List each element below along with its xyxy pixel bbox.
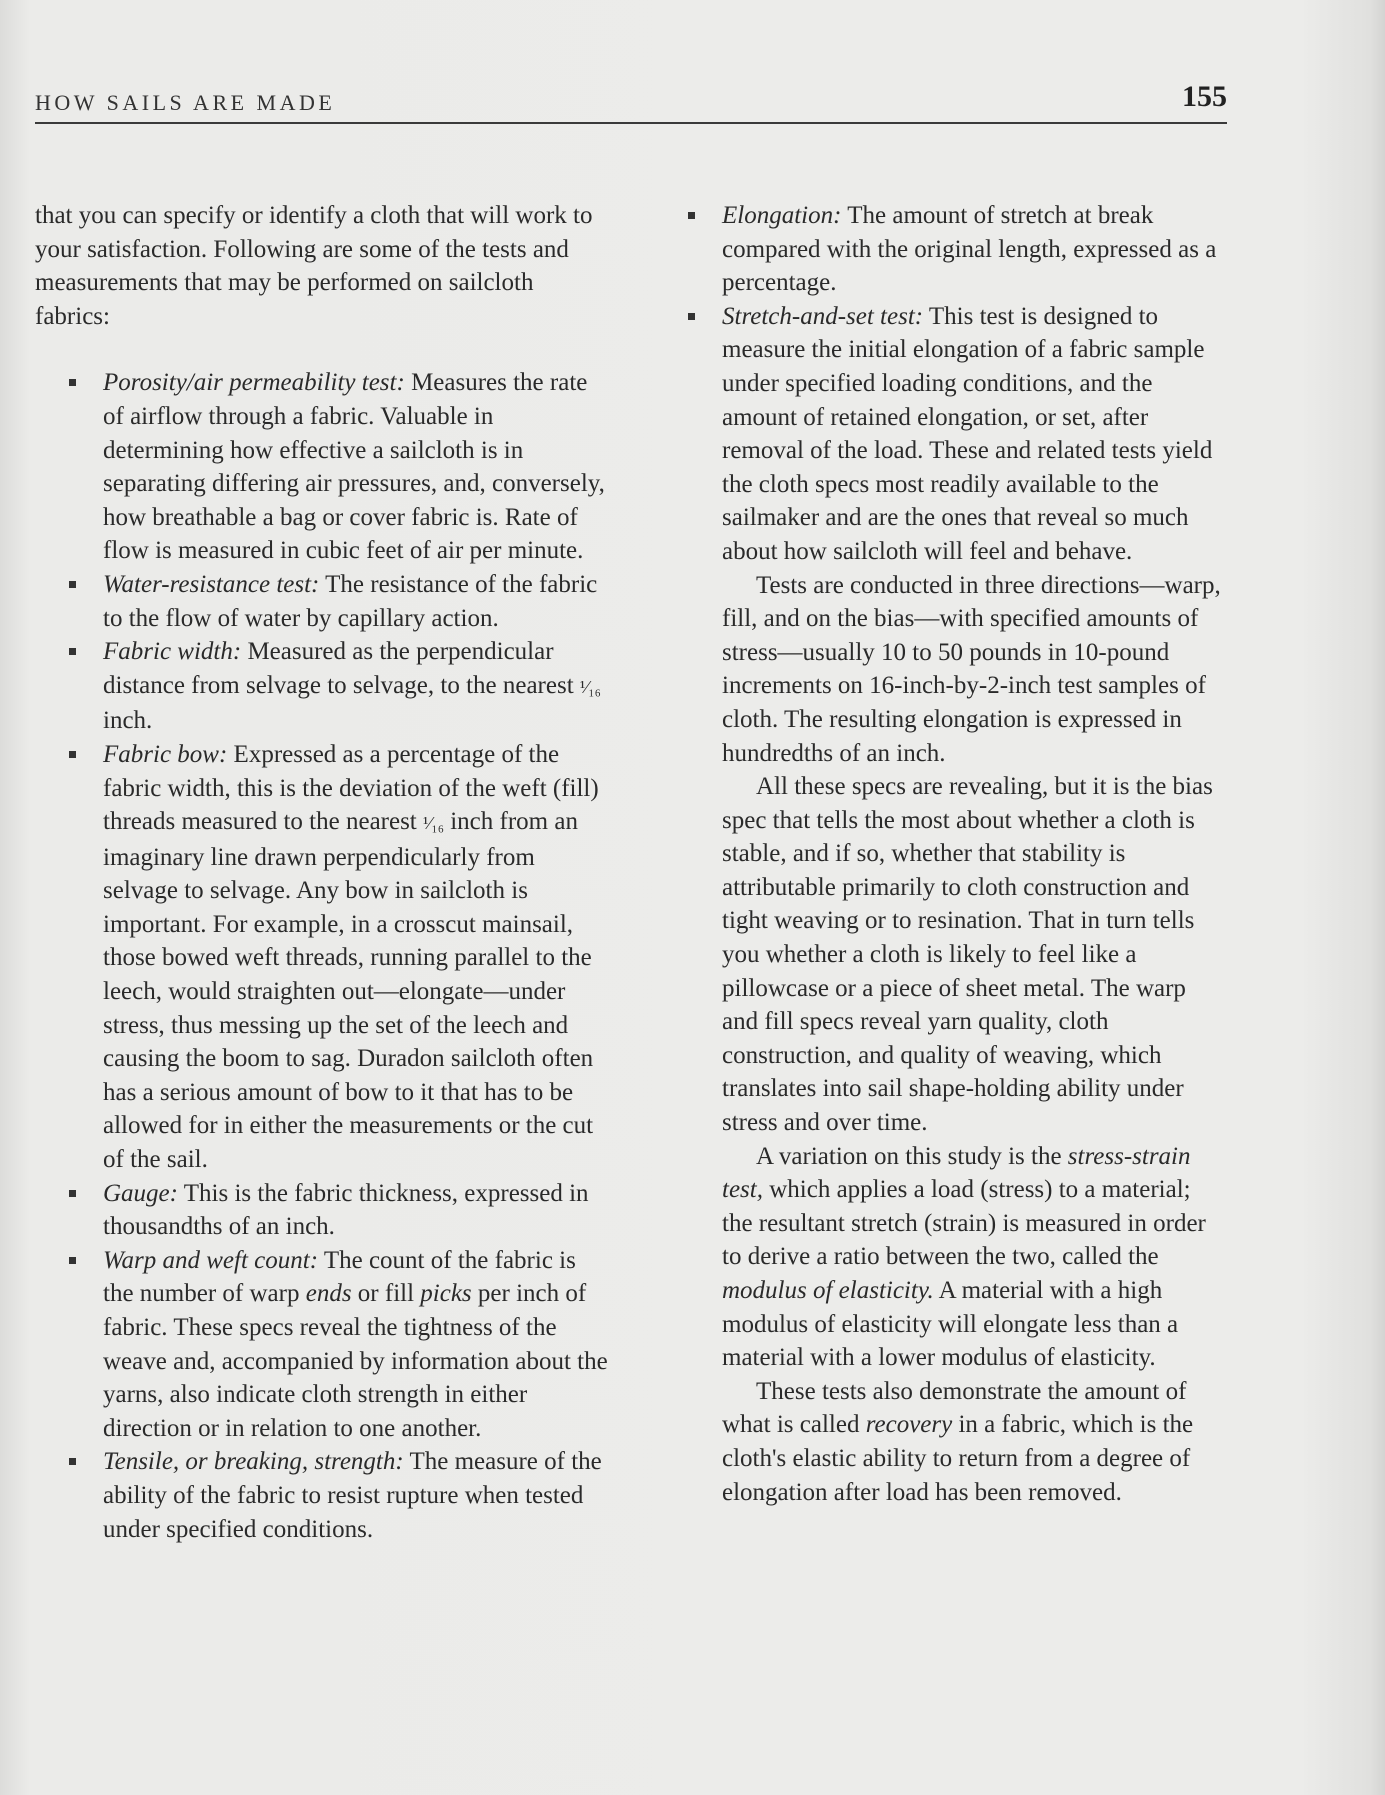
- paragraph: Tests are conducted in three directions—warp, fill, and on the bias—with specified amounts of stress—usually 10 to 50 pounds in 10-pound increments on 16-inch-by-2-inch test samples of cloth. The resulting elongation is expressed in hundredths of an inch.: [722, 571, 1221, 767]
- item-text: This is the fabric thickness, expressed in thousandths of an inch.: [103, 1179, 589, 1241]
- item-text: Expressed as a percentage of the fabric width, this is the deviation of the weft (fill) threads measured to the nearest: [103, 740, 599, 836]
- item-term: Fabric bow:: [103, 740, 228, 768]
- item-text: This test is designed to measure the initial elongation of a fabric sample under specified loading conditions, and the amount of retained elongation, or set, after removal of the load. These and related tests yield the cloth specs most readily available to the sailmaker and are the ones that reveal so much about how sailcloth will feel and behave.: [722, 302, 1213, 565]
- body-text: [686, 569, 1226, 1510]
- item-text: The count of the fabric is the number of warp: [103, 1246, 576, 1308]
- list-item: [686, 199, 1226, 300]
- list-item: [35, 568, 611, 635]
- emphasis: picks: [420, 1280, 472, 1308]
- item-text: The measure of the ability of the fabric to resist rupture when tested under specified conditions.: [103, 1448, 602, 1543]
- list-item: [35, 366, 611, 568]
- item-term: Tensile, or breaking, strength:: [103, 1448, 404, 1476]
- item-term: Gauge:: [103, 1179, 178, 1207]
- list-item: [686, 300, 1226, 569]
- paragraph-text: A variation on this study is the: [756, 1142, 1068, 1170]
- item-text: inch from an imaginary line drawn perpendicularly from selvage to selvage. Any bow in sailcloth is important. For example, in a crosscut mainsail, those bowed weft threads, running parallel to the leech, would straighten out—elongate—under stress, thus messing up the set of the leech and causing the boom to sag. Duradon sailcloth often has a serious amount of bow to it that has to be allowed for in either the measurements or the cut of the sail.: [103, 808, 594, 1174]
- list-item: [35, 1445, 611, 1546]
- bullet-icon: [69, 648, 76, 655]
- left-column: [35, 199, 611, 1546]
- running-title: HOW SAILS ARE MADE: [35, 90, 336, 115]
- item-term: Elongation:: [722, 202, 842, 229]
- emphasis: recovery: [865, 1411, 953, 1439]
- list-item: [35, 1177, 611, 1244]
- bullet-icon: [69, 379, 76, 386]
- paragraph-text: These tests also demonstrate the amount of what is called: [722, 1377, 1187, 1439]
- item-text: Measured as the perpendicular distance from selvage to selvage, to the nearest: [103, 638, 580, 699]
- item-term: Porosity/air permeability test:: [103, 369, 405, 397]
- fraction: ¹⁄₁₆: [579, 676, 601, 697]
- bullet-icon: [69, 1190, 76, 1197]
- bullet-icon: [688, 313, 695, 320]
- page-header: [35, 80, 1227, 124]
- bullet-icon: [69, 1458, 76, 1465]
- emphasis: ends: [305, 1280, 352, 1308]
- paragraph-text: in a fabric, which is the cloth's elastic ability to return from a degree of elongation after load has been removed.: [722, 1411, 1194, 1506]
- item-term: Stretch-and-set test:: [722, 302, 924, 330]
- bullet-icon: [688, 212, 695, 219]
- item-term: Fabric width:: [103, 638, 242, 666]
- item-text: or fill: [351, 1280, 421, 1308]
- bullet-icon: [69, 581, 76, 588]
- paragraph: All these specs are revealing, but it is the bias spec that tells the most about whether a cloth is stable, and if so, whether that stability is attributable primarily to cloth construction and tight weaving or to resination. That in turn tells you whether a cloth is likely to feel like a pillowcase or a piece of sheet metal. The warp and fill specs reveal yarn quality, cloth construction, and quality of weaving, which translates into sail shape-holding ability under stress and over time.: [722, 773, 1213, 1137]
- page-number: 155: [1182, 80, 1227, 113]
- bullet-icon: [69, 1257, 76, 1264]
- item-text: The resistance of the fabric to the flow of water by capillary action.: [103, 570, 598, 632]
- list-item: [35, 1244, 611, 1446]
- emphasis: modulus of elasticity.: [722, 1277, 934, 1304]
- intro-paragraph: that you can specify or identify a cloth that will work to your satisfaction. Following are some of the tests and measurements that may be performed on sailcloth fabrics:: [35, 202, 593, 330]
- list-item: [35, 738, 611, 1177]
- item-text: per inch of fabric. These specs reveal the tightness of the weave and, accompanied by information about the yarns, also indicate cloth strength in either direction or in relation to one another.: [103, 1280, 608, 1442]
- paragraph-text: A material with a high modulus of elasticity will elongate less than a material with a lower modulus of elasticity.: [722, 1277, 1179, 1372]
- item-text: inch.: [103, 707, 153, 735]
- item-text: Measures the rate of airflow through a fabric. Valuable in determining how effective a sailcloth is in separating differing air pressures, and, conversely, how breathable a bag or cover fabric is. Rate of flow is measured in cubic feet of air per minute.: [103, 369, 605, 565]
- paragraph: [722, 1140, 1226, 1375]
- fraction: ¹⁄₁₆: [423, 813, 444, 834]
- item-term: Warp and weft count:: [103, 1246, 319, 1274]
- paragraph: [722, 1375, 1226, 1509]
- right-column: [686, 199, 1226, 1509]
- paragraph-text: which applies a load (stress) to a material; the resultant stretch (strain) is measured in order to derive a ratio between the two, called the: [722, 1176, 1206, 1271]
- item-term: Water-resistance test:: [103, 570, 320, 598]
- list-item: [35, 635, 611, 738]
- bullet-icon: [69, 751, 76, 758]
- emphasis: stress-strain test,: [722, 1142, 1191, 1204]
- test-list-continued: [686, 199, 1226, 569]
- item-text: The amount of stretch at break compared with the original length, expressed as a percentage.: [722, 202, 1217, 297]
- test-list: [35, 366, 611, 1546]
